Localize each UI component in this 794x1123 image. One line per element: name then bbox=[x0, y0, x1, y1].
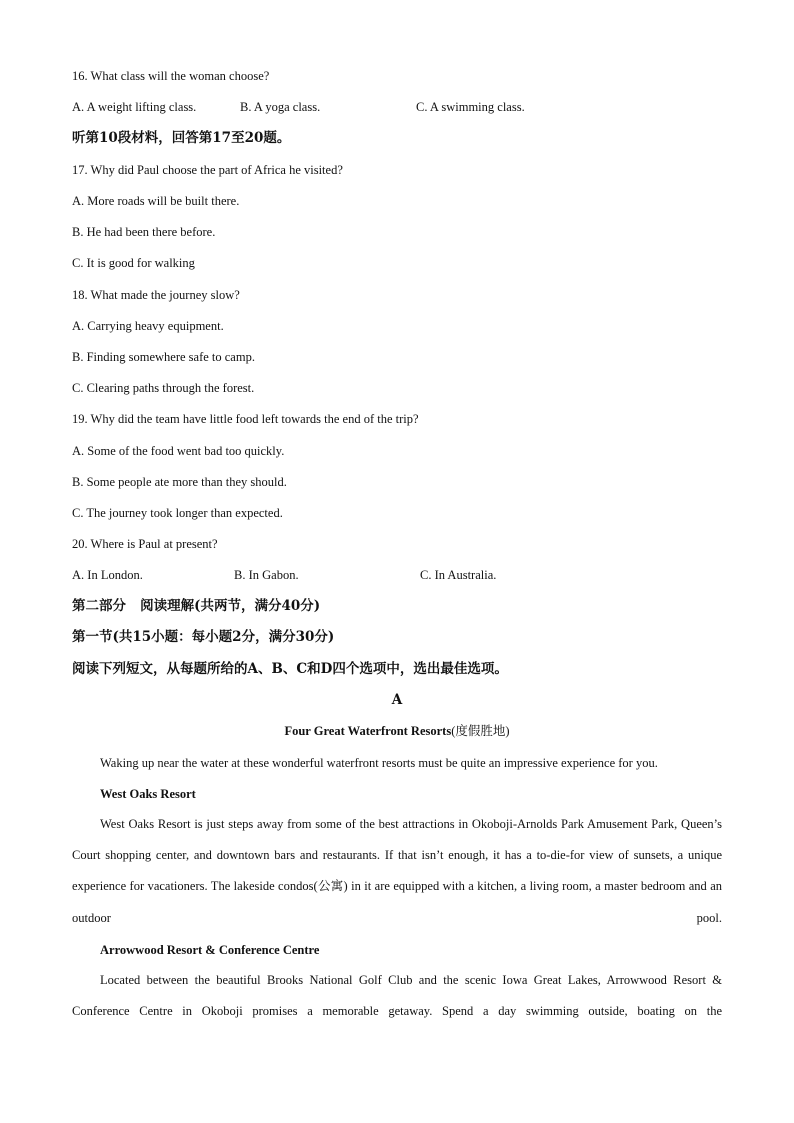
resort-1-text: West Oaks Resort is just steps away from some of the best attractions in Okoboji-Arnolds Park Amusement Park, Queen’s Court shopping center, and downtown bars and restaurants. If that isn’t enough, it has a to-die-for view of sunsets, a unique experience for vacationers. The lakeside condos(公寓) in it are equipped with a kitchen, a living room, a master bedroom and an outdoor pool. bbox=[72, 817, 722, 925]
option-19a: A. Some of the food went bad too quickly. bbox=[72, 444, 285, 458]
option-16b: B. A yoga class. bbox=[240, 100, 321, 114]
option-18c: C. Clearing paths through the forest. bbox=[72, 381, 255, 395]
option-18b: B. Finding somewhere safe to camp. bbox=[72, 350, 255, 364]
reading-instruction: 阅读下列短文，从每题所给的A、B、C和D四个选项中，选出最佳选项。 bbox=[72, 661, 508, 677]
question-19: 19. Why did the team have little food left towards the end of the trip? bbox=[72, 412, 419, 426]
option-20c: C. In Australia. bbox=[420, 568, 497, 582]
option-20b: B. In Gabon. bbox=[234, 568, 299, 582]
option-17b: B. He had been there before. bbox=[72, 225, 216, 239]
option-19b: B. Some people ate more than they should. bbox=[72, 475, 287, 489]
question-18: 18. What made the journey slow? bbox=[72, 288, 240, 302]
option-20a: A. In London. bbox=[72, 568, 143, 582]
question-17: 17. Why did Paul choose the part of Africa he visited? bbox=[72, 163, 343, 177]
option-16c: C. A swimming class. bbox=[416, 100, 525, 114]
passage-intro: Waking up near the water at these wonderful waterfront resorts must be quite an impressive experience for you. bbox=[100, 756, 658, 770]
option-16a: A. A weight lifting class. bbox=[72, 100, 197, 114]
passage-letter: A bbox=[391, 692, 403, 708]
passage-title-en: Four Great Waterfront Resorts bbox=[284, 724, 452, 738]
option-18a: A. Carrying heavy equipment. bbox=[72, 319, 224, 333]
question-20: 20. Where is Paul at present? bbox=[72, 537, 218, 551]
resort-1-name: West Oaks Resort bbox=[100, 787, 196, 801]
option-17a: A. More roads will be built there. bbox=[72, 194, 240, 208]
option-19c: C. The journey took longer than expected. bbox=[72, 506, 283, 520]
part-2-heading: 第二部分 阅读理解(共两节，满分40分) bbox=[72, 598, 321, 614]
question-16: 16. What class will the woman choose? bbox=[72, 69, 270, 83]
passage-title-cn: (度假胜地) bbox=[451, 724, 510, 738]
option-17c: C. It is good for walking bbox=[72, 256, 195, 270]
resort-2-text: Located between the beautiful Brooks National Golf Club and the scenic Iowa Great Lakes, Arrowwood Resort & Conference Centre in Okoboji promises a memorable getaway. Spend a day swimming outside, boating on the bbox=[72, 973, 722, 1019]
section-1-heading: 第一节(共15小题：每小题2分，满分30分) bbox=[72, 629, 335, 645]
passage-title bbox=[0, 723, 794, 739]
section-10-heading: 听第10段材料，回答第17至20题。 bbox=[72, 130, 291, 146]
resort-2-name: Arrowwood Resort & Conference Centre bbox=[100, 943, 320, 957]
